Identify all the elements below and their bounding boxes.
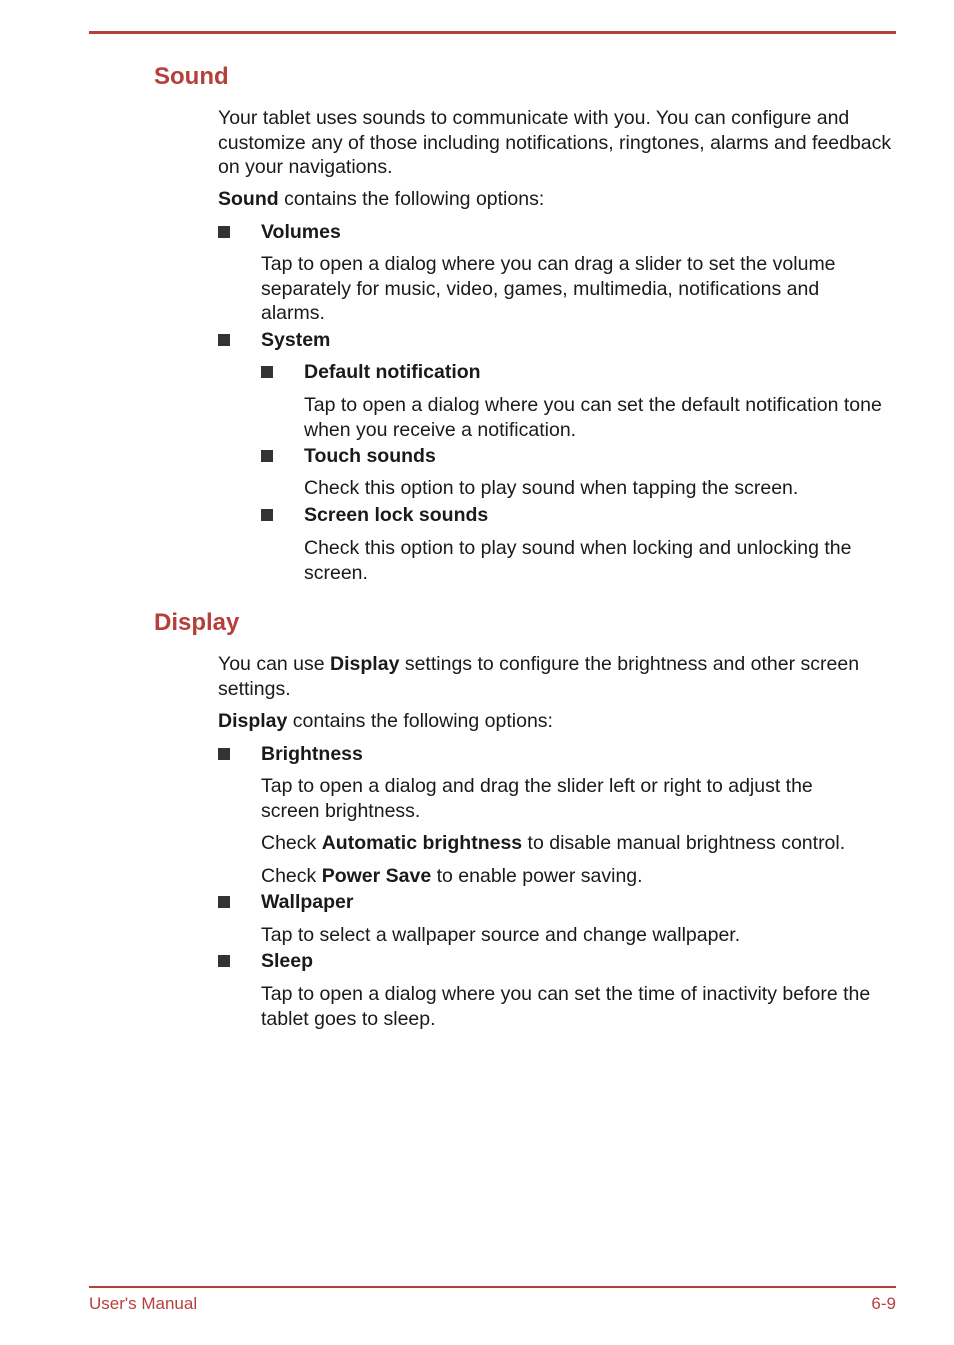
brightness-note-automatic-pre: Check <box>261 832 322 854</box>
display-intro-post: settings to configure the brightness and other screen settings. <box>218 653 860 700</box>
brightness-note-automatic-post: to disable manual brightness control. <box>522 832 846 854</box>
sound-heading: Sound <box>154 63 229 90</box>
item-desc-sleep: Tap to open a dialog where you can set the time of inactivity before the tablet goes to sleep. <box>261 983 871 1030</box>
display-options-lead-rest: contains the following options: <box>287 710 553 732</box>
display-intro-pre: You can use <box>218 653 331 675</box>
item-desc-volumes: Tap to open a dialog where you can drag a slider to set the volume separately for music, video, games, multimedia, notifications and alarms. <box>261 253 836 324</box>
bullet-icon <box>218 748 230 760</box>
bullet-icon <box>218 226 230 238</box>
brightness-note-power-save-post: to enable power saving. <box>431 865 643 887</box>
sound-options-lead-rest: contains the following options: <box>278 188 545 210</box>
bullet-icon <box>218 334 230 346</box>
bullet-icon <box>261 509 273 521</box>
display-options-lead-bold: Display <box>218 710 288 732</box>
footer-manual-label: User's Manual <box>89 1294 198 1313</box>
bullet-icon <box>218 896 230 908</box>
subitem-title-touch-sounds: Touch sounds <box>304 445 436 467</box>
subitem-desc-touch-sounds: Check this option to play sound when tapping the screen. <box>304 477 799 499</box>
brightness-note-power-save <box>261 864 891 889</box>
brightness-note-automatic-bold: Automatic brightness <box>321 832 523 854</box>
bullet-icon <box>261 450 273 462</box>
page-number: 6-9 <box>871 1294 896 1313</box>
brightness-note-power-save-bold: Power Save <box>321 865 432 887</box>
subitem-desc-default-notification: Tap to open a dialog where you can set the default notification tone when you receive a notification. <box>304 394 882 441</box>
display-intro <box>218 652 898 701</box>
display-intro-bold: Display <box>330 653 400 675</box>
brightness-note-automatic <box>261 831 891 856</box>
subitem-title-screen-lock-sounds: Screen lock sounds <box>304 504 489 526</box>
subitem-desc-screen-lock-sounds: Check this option to play sound when locking and unlocking the screen. <box>304 537 852 584</box>
subitem-title-default-notification: Default notification <box>304 361 481 383</box>
item-title-brightness: Brightness <box>261 743 363 765</box>
display-options-lead <box>218 709 898 734</box>
item-desc-brightness: Tap to open a dialog and drag the slider left or right to adjust the screen brightness. <box>261 775 813 822</box>
item-desc-wallpaper: Tap to select a wallpaper source and change wallpaper. <box>261 924 741 946</box>
bullet-icon <box>218 955 230 967</box>
sound-intro: Your tablet uses sounds to communicate with you. You can configure and customize any of those including notifications, ringtones, alarms and feedback on your navigations. <box>218 107 892 178</box>
bullet-icon <box>261 366 273 378</box>
sound-options-lead <box>218 187 898 212</box>
sound-options-lead-bold: Sound <box>218 188 279 210</box>
item-title-wallpaper: Wallpaper <box>261 891 354 913</box>
display-heading: Display <box>154 609 240 636</box>
item-title-volumes: Volumes <box>261 221 341 243</box>
header-rule <box>89 31 896 34</box>
brightness-note-power-save-pre: Check <box>261 865 322 887</box>
item-title-system: System <box>261 329 331 351</box>
footer-rule <box>89 1286 896 1288</box>
item-title-sleep: Sleep <box>261 950 314 972</box>
